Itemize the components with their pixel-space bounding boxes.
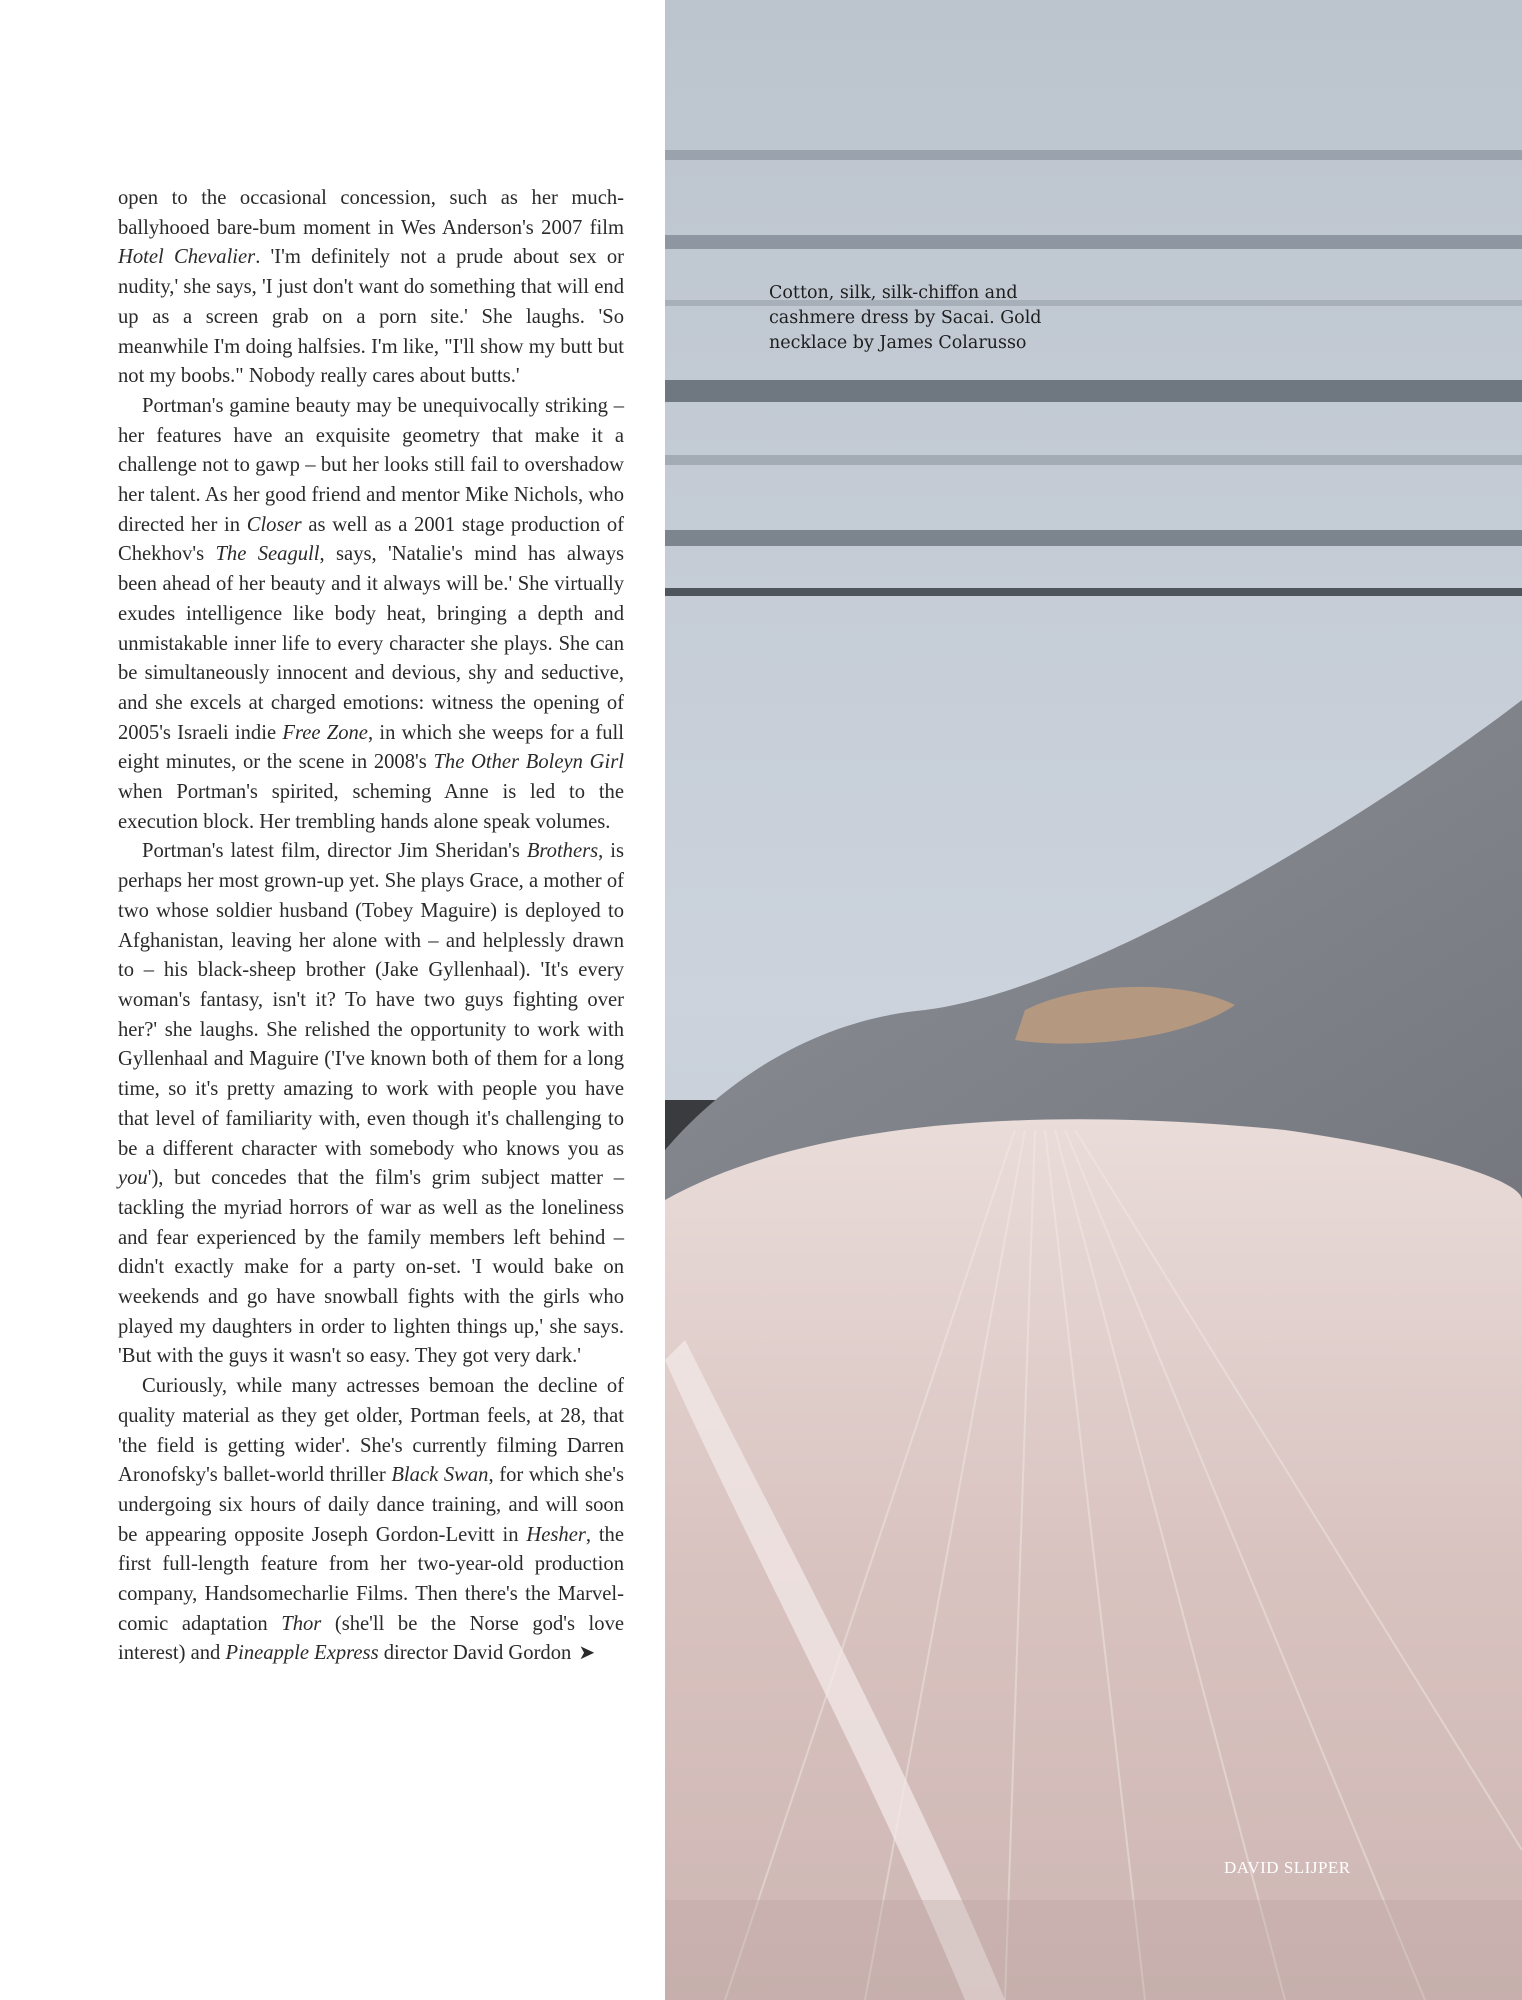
text-run: . 'I'm definitely not a prude about sex or nudity,' she says, 'I just don't want do something that will end up as a screen grab on a porn site.' She laughs. 'So meanwhile I'm doing halfsies. I'm like, "I'll show my butt but not my boobs." Nobody really cares about butts.' <box>118 246 624 388</box>
text-run: , the first full-length feature from her two-year-old production company, Handsomecharlie Films. Then there's the Marvel-comic adaptation <box>118 1523 624 1635</box>
italic-title: The Seagull <box>215 543 320 566</box>
photo-credit: DAVID SLIJPER <box>1224 1858 1351 1877</box>
text-run: , says, 'Natalie's mind has always been ahead of her beauty and it always will be.' She virtually exudes intelligence like body heat, bringing a depth and unmistakable inner life to every character she plays. She can be simultaneously innocent and devious, shy and seductive, and she excels at charged emotions: witness the opening of 2005's Israeli indie <box>118 543 625 744</box>
text-run: , in which she weeps for a full eight minutes, or the scene in 2008's <box>118 721 624 774</box>
italic-title: Thor <box>281 1612 322 1635</box>
italic-title: Brothers <box>526 840 599 863</box>
article-paragraph <box>118 837 624 1372</box>
article-paragraph <box>118 392 624 838</box>
text-run: , for which she's undergoing six hours of daily dance training, and will soon be appearing opposite Joseph Gordon-Levitt in <box>118 1464 624 1546</box>
text-run: '), but concedes that the film's grim subject matter – tackling the myriad horrors of war as well as the loneliness and fear experienced by the family members left behind – didn't exactly make for a party on-set. 'I would bake on weekends and go have snowball fights with the girls who played my daughters in order to lighten things up,' she says. 'But with the guys it wasn't so easy. They got very dark.' <box>118 1167 624 1368</box>
text-run: when Portman's spirited, scheming Anne is led to the execution block. Her trembling hands alone speak volumes. <box>118 781 624 833</box>
italic-title: you <box>118 1167 148 1190</box>
text-run: (she'll be the Norse god's love interest) and <box>118 1612 625 1665</box>
italic-title: Closer <box>246 513 302 536</box>
text-run: as well as a 2001 stage production of Chekhov's <box>118 513 624 566</box>
article-body <box>118 184 624 1669</box>
italic-title: The Other Boleyn Girl <box>433 751 624 774</box>
text-run: , is perhaps her most grown-up yet. She plays Grace, a mother of two whose soldier husband (Tobey Maguire) is deployed to Afghanistan, leaving her alone with – and helplessly drawn to – his black-sheep brother (Jake Gyllenhaal). 'It's every woman's fantasy, isn't it? To have two guys fighting over her?' she laughs. She relished the opportunity to work with Gyllenhaal and Maguire ('I've known both of them for a long time, so it's pretty amazing to work with people you have that level of familiarity with, even though it's challenging to be a different character with somebody who knows you as <box>118 840 624 1160</box>
text-run: Portman's latest film, director Jim Sheridan's <box>142 840 527 863</box>
italic-title: Hotel Chevalier <box>118 246 256 269</box>
text-run: open to the occasional concession, such as her much-ballyhooed bare-bum moment in Wes Anderson's 2007 film <box>118 187 624 239</box>
photo-caption: Cotton, silk, silk-chiffon and cashmere dress by Sacai. Gold necklace by James Colarusso <box>769 283 1042 353</box>
article-paragraph <box>118 1372 624 1669</box>
italic-title: Hesher <box>526 1523 586 1546</box>
continue-arrow-icon: ➤ <box>573 1642 596 1665</box>
italic-title: Free Zone <box>282 721 368 744</box>
italic-title: Black Swan <box>391 1464 489 1487</box>
text-run: Portman's gamine beauty may be unequivocally striking – her features have an exquisite geometry that make it a challenge not to gawp – but her looks still fail to overshadow her talent. As her good friend and mentor Mike Nichols, who directed her in <box>118 394 624 536</box>
italic-title: Pineapple Express <box>225 1642 379 1665</box>
text-run: director David Gordon <box>378 1642 572 1665</box>
text-run: Curiously, while many actresses bemoan the decline of quality material as they get older, Portman feels, at 28, that 'the field is getting wider'. She's currently filming Darren Aronofsky's ballet-world thriller <box>118 1375 624 1487</box>
article-paragraph <box>118 184 624 392</box>
